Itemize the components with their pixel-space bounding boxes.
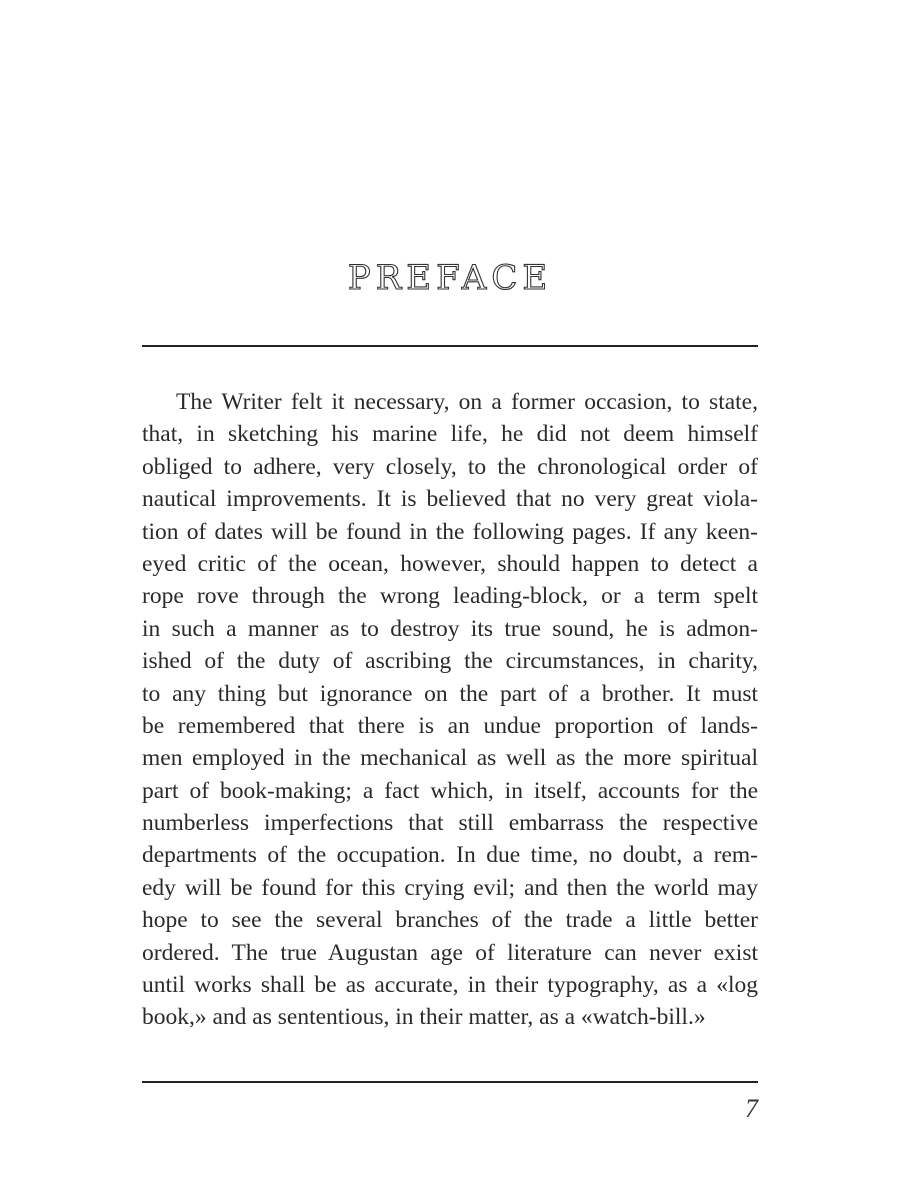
paragraph-line: ished of the duty of ascribing the circumstances, in charity, — [142, 648, 758, 675]
preface-paragraph — [142, 386, 758, 1034]
paragraph-line: The Writer felt it necessary, on a former occasion, to state, — [176, 389, 758, 415]
paragraph-line: book,» and as sententious, in their matter, as a «watch-bill.» — [142, 1004, 706, 1031]
bottom-rule — [142, 1081, 758, 1083]
paragraph-line: that, in sketching his marine life, he did not deem himself — [142, 421, 758, 448]
paragraph-line: edy will be found for this crying evil; and then the world may — [142, 874, 758, 901]
paragraph-line: to any thing but ignorance on the part of a brother. It must — [142, 680, 758, 707]
paragraph-line: hope to see the several branches of the trade a little better — [142, 907, 758, 934]
page-number: 7 — [745, 1094, 758, 1123]
paragraph-line: departments of the occupation. In due time, no doubt, a rem- — [142, 842, 758, 869]
top-rule — [142, 345, 758, 347]
page-title: PREFACE — [347, 258, 553, 298]
paragraph-line: eyed critic of the ocean, however, should happen to detect a — [142, 550, 758, 577]
paragraph-line: numberless imperfections that still embarrass the respective — [142, 810, 758, 837]
paragraph-line: tion of dates will be found in the following pages. If any keen- — [142, 518, 758, 545]
paragraph-line: until works shall be as accurate, in their typography, as a «log — [142, 972, 758, 999]
paragraph-line: nautical improvements. It is believed that no very great viola- — [142, 486, 758, 513]
paragraph-line: men employed in the mechanical as well as the more spiritual — [142, 745, 758, 772]
paragraph-line: obliged to adhere, very closely, to the chronological order of — [142, 453, 758, 480]
paragraph-line: in such a manner as to destroy its true sound, he is admon- — [142, 615, 758, 642]
paragraph-line: ordered. The true Augustan age of literature can never exist — [142, 939, 758, 966]
paragraph-line: be remembered that there is an undue proportion of lands- — [142, 712, 758, 739]
paragraph-line: part of book-making; a fact which, in itself, accounts for the — [142, 777, 758, 804]
paragraph-line: rope rove through the wrong leading-block, or a term spelt — [142, 583, 758, 610]
